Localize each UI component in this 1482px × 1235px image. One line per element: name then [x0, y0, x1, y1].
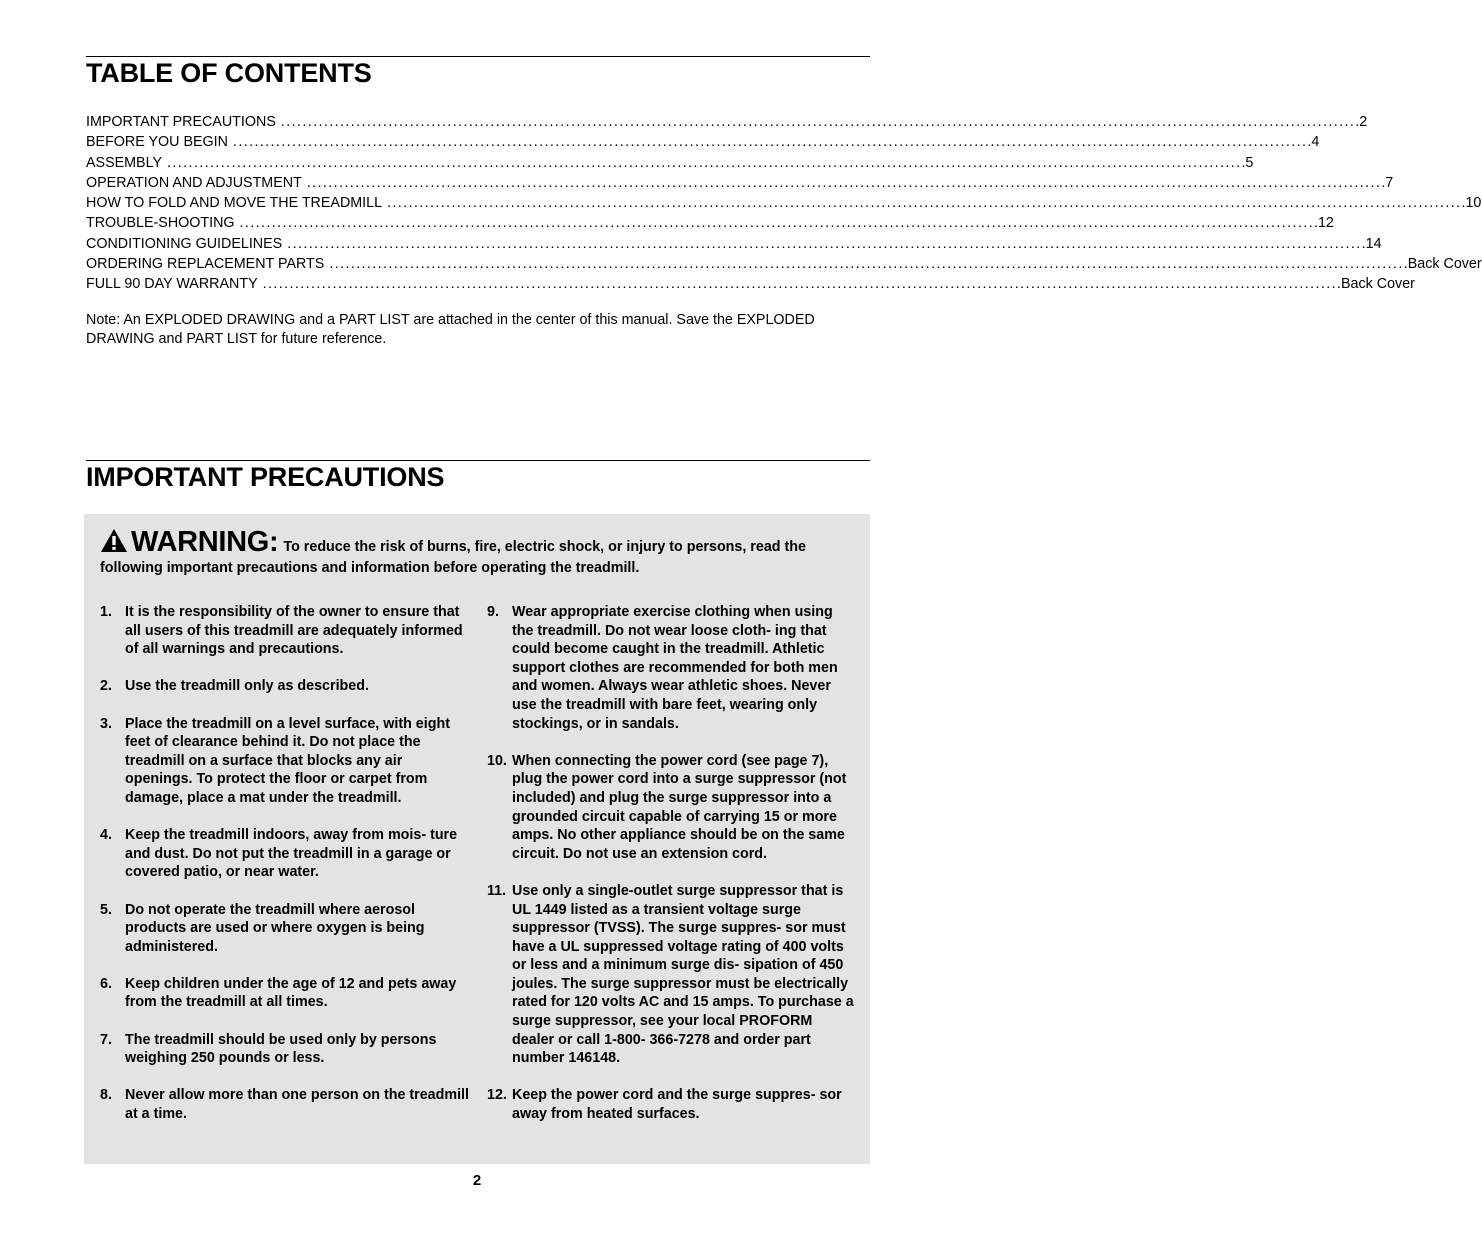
precaution-text: Do not operate the treadmill where aerosol products are used or where oxygen is being administered.: [125, 901, 425, 955]
precaution-text: Keep the power cord and the surge suppres- sor away from heated surfaces.: [512, 1087, 842, 1123]
toc-entry[interactable]: [86, 114, 1368, 134]
precautions-top-rule: [86, 460, 870, 461]
toc-entry[interactable]: [86, 154, 1254, 175]
toc-entry-title: OPERATION AND ADJUSTMENT: [86, 174, 302, 191]
precaution-text: Keep the treadmill indoors, away from mois- ture and dust. Do not put the treadmill in a garage or covered patio, or near water.: [125, 827, 458, 881]
toc-entry-title: IMPORTANT PRECAUTIONS: [86, 114, 276, 130]
toc-entry-title: HOW TO FOLD AND MOVE THE TREADMILL: [86, 195, 383, 212]
toc-heading: TABLE OF CONTENTS: [86, 58, 372, 88]
precaution-item: [100, 975, 470, 1012]
toc-entry[interactable]: [86, 256, 1482, 276]
toc-leader-dots: ........................................................................................................................................................................................................: [280, 114, 1356, 130]
toc-leader-dots: ........................................................................................................................................................................................................: [287, 235, 1362, 252]
warning-statement: [100, 528, 860, 578]
precaution-text: Keep children under the age of 12 and pets away from the treadmill at all times.: [125, 975, 457, 1011]
toc-entry-page: .2: [1355, 114, 1368, 130]
precaution-text: The treadmill should be used only by persons weighing 250 pounds or less.: [125, 1031, 437, 1067]
toc-leader-dots: ........................................................................................................................................................................................................: [167, 154, 1242, 171]
precaution-item: [100, 1086, 470, 1123]
toc-leader-dots: ........................................................................................................................................................................................................: [387, 195, 1462, 212]
precaution-item: [100, 1031, 470, 1068]
precaution-number: 4.: [100, 827, 112, 844]
warning-triangle-icon: [100, 528, 128, 559]
precaution-number: 12.: [487, 1087, 507, 1104]
toc-note: Note: An EXPLODED DRAWING and a PART LIST are attached in the center of this manual. Save the EXPLODED DRAWING and PART LIST for future reference.: [86, 312, 815, 347]
toc-entry-page: .5: [1241, 154, 1254, 171]
toc-top-rule: [86, 56, 870, 57]
precaution-text: Use the treadmill only as described.: [125, 678, 369, 695]
toc-leader-dots: ........................................................................................................................................................................................................: [306, 174, 1382, 191]
precaution-item: [487, 603, 857, 733]
precaution-number: 6.: [100, 975, 112, 992]
precaution-number: 8.: [100, 1087, 112, 1104]
toc-entry[interactable]: [86, 276, 1415, 296]
toc-entry[interactable]: [86, 174, 1394, 195]
precaution-text: When connecting the power cord (see page 7), plug the power cord into a surge suppressor (not included) and plug the surge suppressor into a grounded circuit capable of carrying 15 or more amps. No other appliance should be on the same circuit. Do not use an extension cord.: [512, 752, 847, 862]
precaution-item: [100, 677, 470, 696]
precaution-text: Never allow more than one person on the treadmill at a time.: [125, 1087, 469, 1123]
toc-leader-dots: ........................................................................................................................................................................................................: [232, 134, 1308, 151]
precautions-right-column: [487, 603, 857, 1142]
toc-entry-title: BEFORE YOU BEGIN: [86, 134, 228, 151]
precaution-item: [100, 901, 470, 957]
toc-entry[interactable]: [86, 235, 1382, 256]
toc-entry-page: .7: [1381, 174, 1394, 191]
precaution-text: Wear appropriate exercise clothing when using the treadmill. Do not wear loose cloth- ing that could become caught in the treadmill. Athletic support clothes are recommended for both men and women. Always wear athletic shoes. Never use the treadmill with bare feet, wearing only stockings, or in sandals.: [512, 604, 838, 732]
page-number: 2: [472, 1172, 482, 1189]
precaution-number: 1.: [100, 604, 112, 620]
toc-entry-page: .4: [1307, 134, 1320, 151]
precaution-number: 10.: [487, 752, 507, 769]
precautions-left-column: [100, 603, 470, 1142]
precaution-number: 3.: [100, 715, 112, 732]
toc-entry-title: FULL 90 DAY WARRANTY: [86, 276, 258, 293]
precaution-text: Place the treadmill on a level surface, with eight feet of clearance behind it. Do not place the treadmill on a surface that blocks any air openings. To protect the floor or carpet from damage, place a mat under the treadmill.: [125, 715, 450, 806]
precaution-item: [487, 882, 857, 1068]
toc-entry-page: .14: [1361, 235, 1382, 252]
toc-leader-dots: ........................................................................................................................................................................................................: [262, 276, 1338, 293]
precaution-item: [100, 826, 470, 882]
toc-leader-dots: ........................................................................................................................................................................................................: [329, 256, 1404, 273]
precaution-number: 7.: [100, 1031, 112, 1048]
toc-entry-page: .10: [1461, 195, 1482, 212]
toc-entry-title: CONDITIONING GUIDELINES: [86, 235, 283, 252]
toc-entry-title: ORDERING REPLACEMENT PARTS: [86, 256, 325, 273]
precaution-number: 2.: [100, 678, 112, 695]
toc-entry[interactable]: [86, 195, 1482, 215]
toc-entry-page: .Back Cover: [1403, 256, 1482, 273]
precaution-text: It is the responsibility of the owner to ensure that all users of this treadmill are adequately informed of all warnings and precautions.: [125, 604, 463, 658]
toc-leader-dots: ........................................................................................................................................................................................................: [239, 215, 1314, 232]
toc-entry-page: .12: [1313, 215, 1334, 232]
precaution-item: [100, 603, 470, 659]
precaution-item: [487, 752, 857, 864]
warning-word: WARNING:: [131, 526, 279, 558]
toc-entry[interactable]: [86, 215, 1334, 235]
precautions-heading: IMPORTANT PRECAUTIONS: [86, 462, 445, 492]
toc-entry-title: ASSEMBLY: [86, 154, 163, 171]
precaution-number: 5.: [100, 901, 112, 918]
precaution-number: 9.: [487, 604, 499, 620]
toc-list: [86, 114, 1482, 297]
precaution-item: [100, 715, 470, 808]
toc-entry-title: TROUBLE-SHOOTING: [86, 215, 235, 232]
toc-entry[interactable]: [86, 134, 1320, 154]
precaution-item: [487, 1086, 857, 1123]
precaution-number: 11.: [487, 882, 507, 899]
precaution-text: Use only a single-outlet surge suppressor that is UL 1449 listed as a transient voltage surge suppressor (TVSS). The surge suppres- sor must have a UL suppressed voltage rating of 400 volts or less and a minimum surge dis- sipation of 450 joules. The surge suppressor must be electrically rated for 120 volts AC and 15 amps. To purchase a surge suppressor, see your local PROFORM dealer or call 1-800- 366-7278 and order part number 146148.: [512, 882, 854, 1067]
toc-entry-page: .Back Cover: [1337, 276, 1415, 293]
warning-text: To reduce the risk of burns, fire, electric shock, or injury to persons, read the following important precautions and information before operating the treadmill.: [100, 539, 806, 576]
